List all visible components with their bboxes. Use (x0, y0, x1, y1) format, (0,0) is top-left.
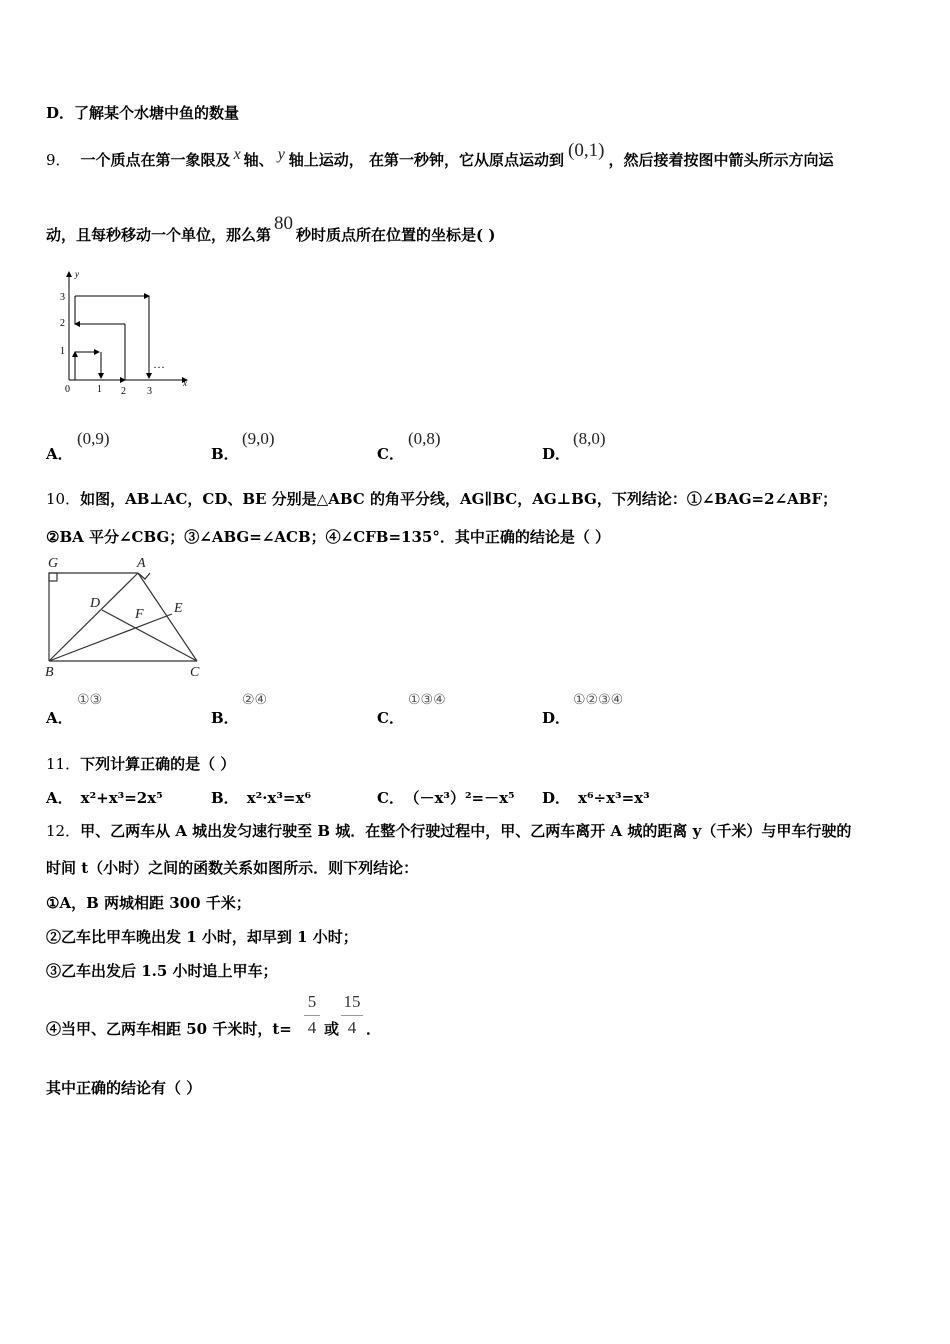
label-f: F (135, 607, 144, 622)
q12-statement-4: ④当甲、乙两车相距 50 千米时，t= (46, 1020, 292, 1038)
q9-text6: 秒时质点所在位置的坐标是( ) (296, 226, 496, 244)
q11-option-c-letter: C． (377, 789, 404, 807)
q12-statement-1: ①A，B 两城相距 300 千米； (46, 894, 251, 912)
q10-option-d-letter: D． (542, 709, 571, 727)
q10-line1-text: 如图，AB⊥AC，CD、BE 分别是△ABC 的角平分线，AG∥BC，AG⊥BG，下列结论：①∠BAG=2∠ABF； (80, 490, 838, 508)
label-e: E (174, 601, 183, 616)
fraction-15-4-denominator: 4 (347, 1018, 357, 1037)
q12-statement-3: ③乙车出发后 1.5 小时追上甲车； (46, 962, 278, 980)
q11-option-d-letter: D． (542, 789, 571, 807)
q10-option-c-letter: C． (377, 709, 404, 727)
q11-option-a-value: x²+x³=2x⁵ (80, 789, 163, 807)
q10-option-b-letter: B． (211, 709, 239, 727)
tick-x-0: 0 (65, 384, 70, 395)
q10-number: 10． (46, 490, 81, 508)
q10-option-c-value: ①③④ (408, 692, 446, 708)
q9-option-c-value: (0,8) (408, 429, 441, 448)
axis-y-label: y (75, 269, 79, 279)
q9-seconds: 80 (274, 213, 294, 234)
q9-text2: 轴、 (243, 151, 274, 169)
q9-option-a-letter: A． (46, 445, 73, 463)
q10-option-a-value: ①③ (77, 692, 103, 708)
label-a: A (137, 556, 146, 571)
q10-stem-line2: ②BA 平分∠CBG；③∠ABG=∠ACB；④∠CFB=135°．其中正确的结论是（ ） (46, 528, 611, 546)
q9-text4: ，然后接着按图中箭头所示方向运 (608, 151, 834, 169)
q10-option-a-letter: A． (46, 709, 73, 727)
tick-x-3: 3 (147, 386, 152, 397)
q9-option-a-value: (0,9) (77, 429, 110, 448)
tick-y-2: 2 (60, 318, 65, 329)
q9-number: 9． (46, 151, 71, 169)
q10-option-b-value: ②④ (242, 692, 268, 708)
q12-statement-2: ②乙车比甲车晚出发 1 小时，却早到 1 小时； (46, 928, 358, 946)
q12-period: ． (366, 1020, 382, 1038)
q11-option-a (46, 787, 163, 808)
tick-x-1: 1 (97, 384, 102, 395)
label-d: D (90, 596, 101, 611)
fraction-5-4-denominator: 4 (307, 1018, 317, 1037)
q11-stem-text: 下列计算正确的是（ ） (80, 755, 236, 773)
q9-graph (55, 268, 195, 398)
q9-option-c-letter: C． (377, 445, 404, 463)
q12-line1-text: 甲、乙两车从 A 城出发匀速行驶至 B 城．在整个行驶过程中，甲、乙两车离开 A 城的距离 y（千米）与甲车行驶的 (80, 822, 852, 840)
q12-or: 或 (324, 1020, 340, 1038)
q9-text3: 轴上运动， 在第一秒钟，它从原点运动到 (288, 151, 565, 169)
q12-ask: 其中正确的结论有（ ） (46, 1079, 202, 1097)
q12-stem-line2: 时间 t（小时）之间的函数关系如图所示．则下列结论： (46, 859, 419, 877)
fraction-5-4 (304, 992, 320, 1038)
q9-option-d-letter: D． (542, 445, 571, 463)
q10-figure (40, 552, 215, 680)
q9-text5: 动，且每秒移动一个单位，那么第 (46, 226, 272, 244)
label-b: B (45, 665, 54, 680)
q8-option-d: D．了解某个水塘中鱼的数量 (46, 104, 240, 122)
tick-y-1: 1 (60, 346, 65, 357)
motion-path (75, 296, 149, 380)
q11-option-b-value: x²·x³=x⁶ (246, 789, 312, 807)
label-g: G (48, 556, 59, 571)
q9-option-b-value: (9,0) (242, 429, 275, 448)
q9-stem-line1 (46, 140, 834, 171)
q12-number: 12． (46, 822, 81, 840)
fraction-5-4-numerator: 5 (307, 992, 317, 1011)
fraction-15-4 (341, 992, 363, 1038)
q11-stem (46, 753, 235, 774)
q11-option-c-value: （－x³）²=－x⁵ (411, 789, 515, 807)
q9-option-b-letter: B． (211, 445, 239, 463)
label-c: C (190, 665, 200, 680)
axis-x-label: x (183, 378, 187, 388)
q11-number: 11． (46, 755, 81, 773)
q10-option-d-value: ①②③④ (573, 692, 624, 708)
q9-var-x: x (233, 146, 241, 163)
continuation-dots: … (153, 357, 165, 371)
q9-option-d-value: (8,0) (573, 429, 606, 448)
q11-option-b (211, 787, 311, 808)
q11-option-b-letter: B． (211, 789, 239, 807)
q11-option-c (377, 787, 515, 808)
q11-option-d (542, 787, 650, 808)
q9-var-y: y (277, 146, 285, 163)
q11-option-d-value: x⁶÷x³=x³ (578, 789, 650, 807)
tick-x-2: 2 (121, 386, 126, 397)
q12-stem-line1 (46, 820, 851, 841)
q10-stem-line1 (46, 488, 837, 509)
q11-option-a-letter: A． (46, 789, 73, 807)
q9-text1: 一个质点在第一象限及 (80, 151, 231, 169)
q9-stem-line2 (46, 213, 496, 246)
q9-point: (0,1) (568, 140, 605, 161)
fraction-15-4-numerator: 15 (343, 992, 361, 1011)
tick-y-3: 3 (60, 292, 65, 303)
